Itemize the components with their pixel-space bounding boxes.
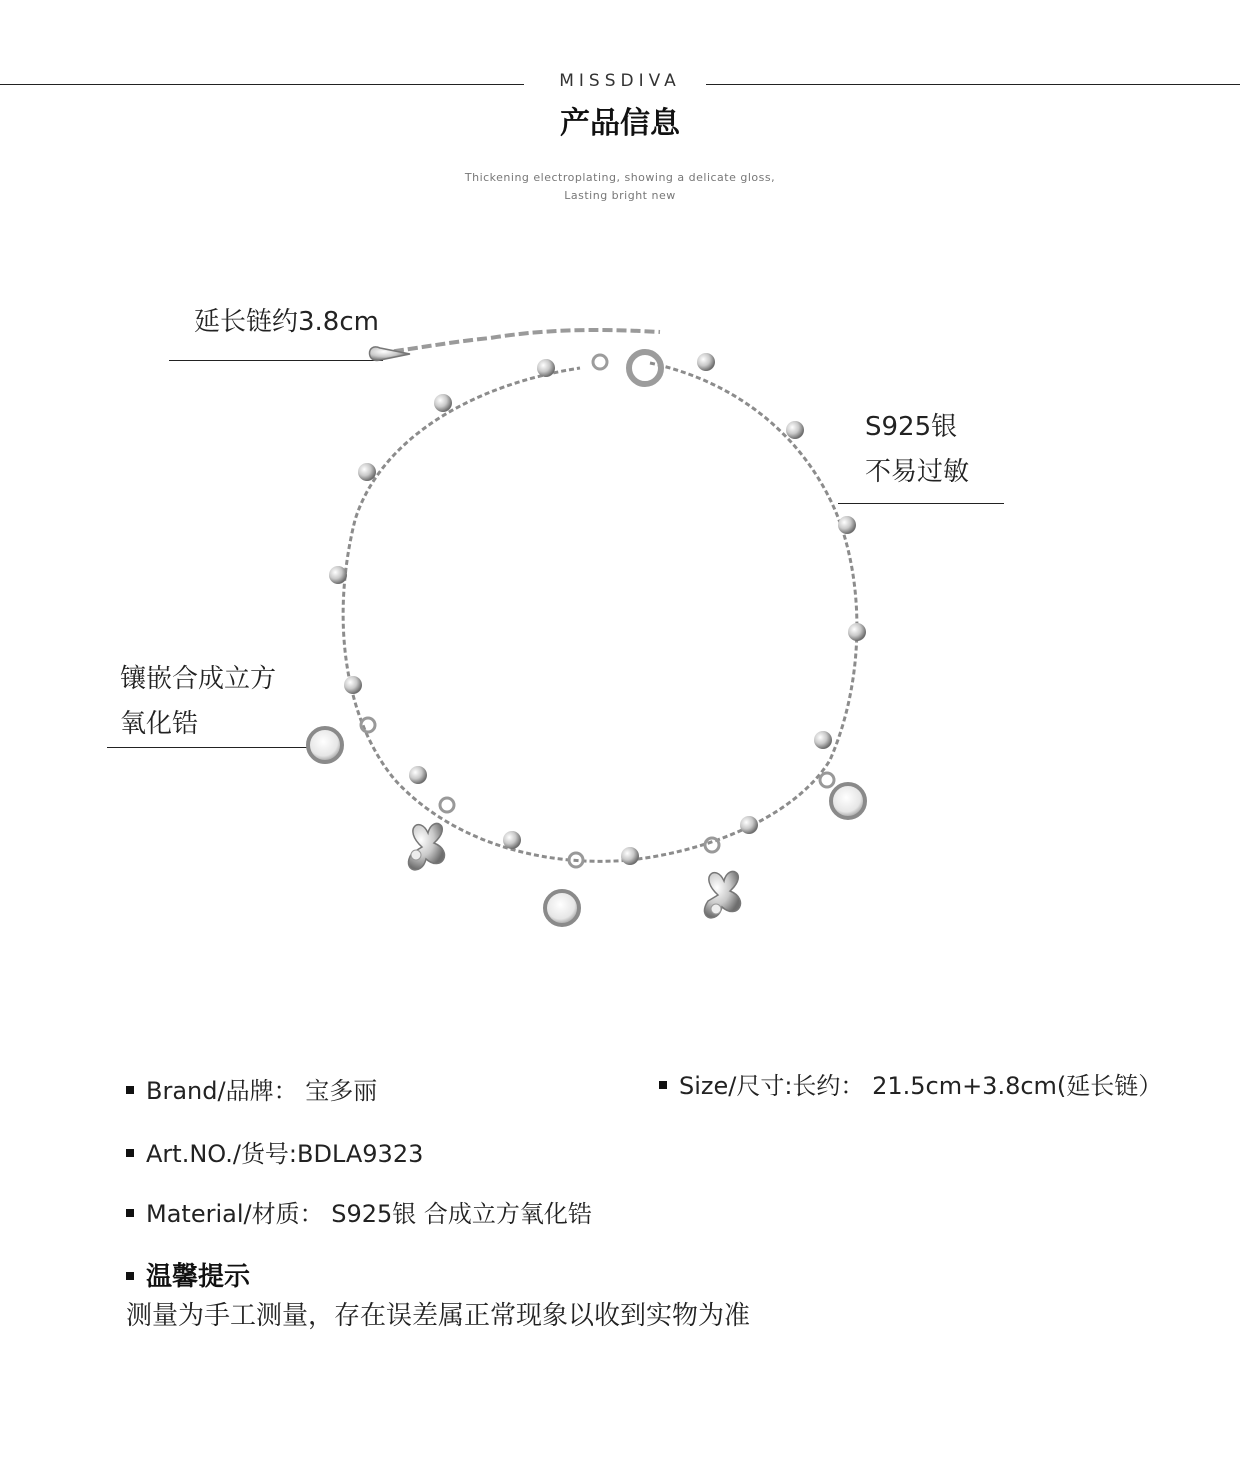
subtitle-line-1: Thickening electroplating, showing a delicate gloss, — [464, 171, 776, 184]
clasp-icon — [370, 347, 411, 361]
bracelet-image — [300, 320, 900, 940]
clover-charm-left — [408, 798, 454, 870]
info-art-no-text: Art.NO./货号:BDLA9323 — [146, 1140, 424, 1168]
bullet-icon — [126, 1149, 134, 1157]
clover-charm-right — [704, 838, 740, 918]
info-brand-text: Brand/品牌： 宝多丽 — [146, 1077, 378, 1105]
callout-silver-line2: 不易过敏 — [865, 457, 970, 487]
bullet-icon — [126, 1209, 134, 1217]
bullet-icon — [659, 1081, 667, 1089]
callout-extension-chain: 延长链约3.8cm — [194, 307, 379, 337]
info-art-no — [126, 1134, 423, 1169]
subtitle-line-2: Lasting bright new — [564, 189, 676, 201]
bead-group — [329, 353, 866, 865]
info-material-text: Material/材质： S925银 合成立方氧化锆 — [146, 1200, 592, 1228]
callout-zircon-line2: 氧化锆 — [120, 709, 199, 739]
callout-zircon-line — [107, 747, 325, 748]
info-size-text: Size/尺寸:长约： 21.5cm+3.8cm(延长链） — [679, 1072, 1163, 1100]
tip-heading — [126, 1256, 250, 1293]
info-brand — [126, 1071, 377, 1106]
callout-zircon-line1: 镶嵌合成立方 — [120, 664, 277, 694]
info-size — [659, 1066, 1162, 1101]
tip-text: 测量为手工测量，存在误差属正常现象以收到实物为准 — [126, 1301, 751, 1331]
callout-silver-line1: S925银 — [865, 412, 958, 442]
bullet-icon — [126, 1086, 134, 1094]
tip-title-text: 温馨提示 — [146, 1262, 251, 1292]
bracelet-chain — [343, 363, 857, 861]
brand-name: MISSDIVA — [559, 71, 681, 91]
ring-clasp — [629, 352, 661, 384]
info-material — [126, 1194, 592, 1229]
zircon-charm-center — [545, 853, 583, 925]
zircon-charm-left — [308, 718, 375, 762]
page-title: 产品信息 — [560, 106, 680, 141]
zircon-charm-right — [820, 773, 865, 818]
bullet-icon — [126, 1272, 134, 1280]
extension-chain — [380, 330, 660, 353]
